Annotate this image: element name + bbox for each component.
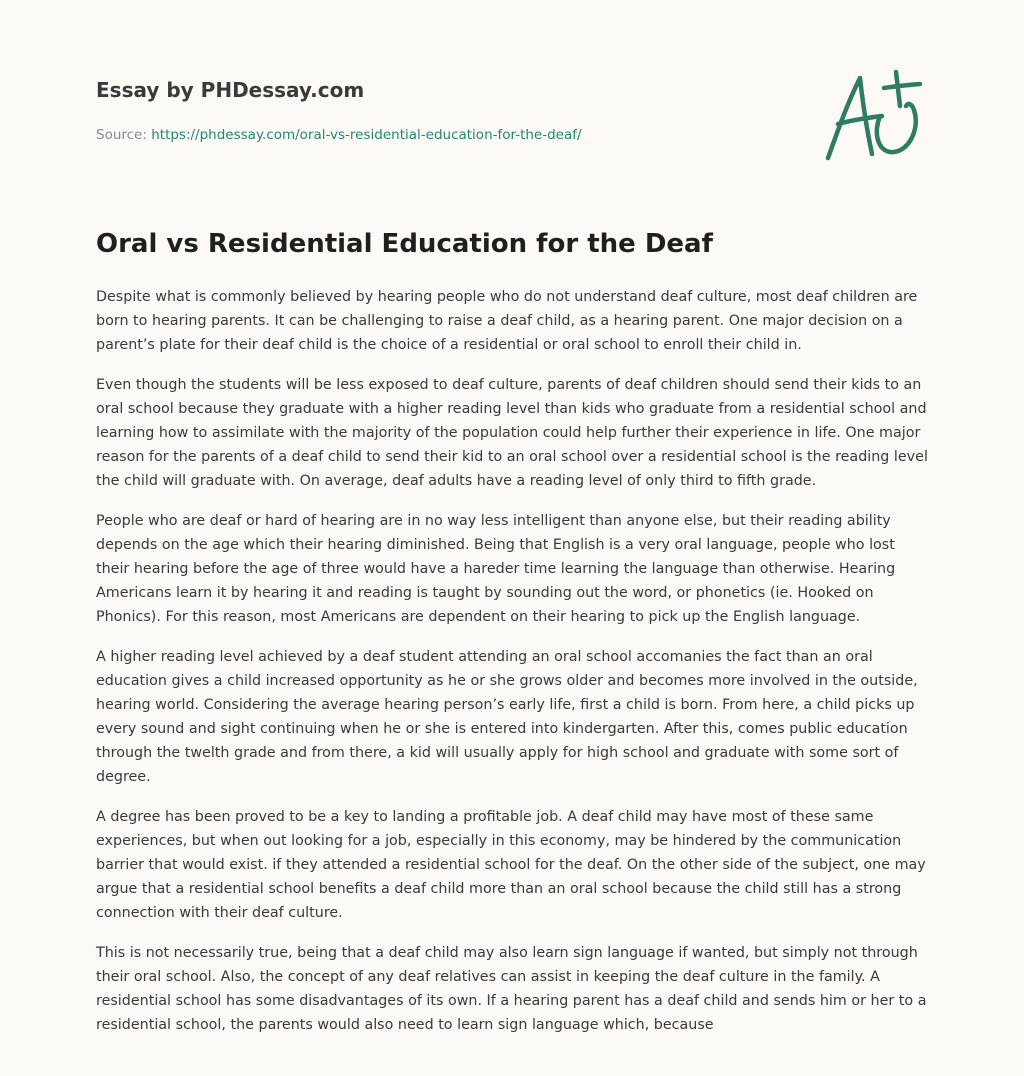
source-line: [96, 126, 736, 144]
essay-title: Oral vs Residential Education for the Deaf: [96, 229, 713, 259]
essay-paragraph: A degree has been proved to be a key to landing a profitable job. A deaf child may have most of these same experiences, but when out looking for a job, especially in this economy, may be hindered by the communication barrier that would exist. if they attended a residential school for the deaf. On the other side of the subject, one may argue that a residential school benefits a deaf child more than an oral school because the child still has a strong connection with their deaf culture.: [96, 809, 926, 921]
source-label: Source:: [96, 127, 147, 143]
site-title: Essay by PHDessay.com: [96, 78, 365, 102]
essay-body: [96, 285, 932, 1053]
essay-paragraph: This is not necessarily true, being that a deaf child may also learn sign language if wanted, but simply not through their oral school. Also, the concept of any deaf relatives can assist in keeping the deaf culture in the family. A residential school has some disadvantages of its own. If a hearing parent has a deaf child and sends him or her to a residential school, the parents would also need to learn sign language which, because: [96, 945, 927, 1033]
page-header: [96, 76, 736, 144]
essay-paragraph: Even though the students will be less exposed to deaf culture, parents of deaf children should send their kids to an oral school because they graduate with a higher reading level than kids who graduate from a residential school and learning how to assimilate with the majority of the population could help further their experience in life. One major reason for the parents of a deaf child to send their kid to an oral school over a residential school is the reading level the child will graduate with. On average, deaf adults have a reading level of only third to fifth grade.: [96, 377, 928, 489]
source-link[interactable]: https://phdessay.com/oral-vs-residential-education-for-the-deaf/: [151, 127, 582, 143]
essay-paragraph: A higher reading level achieved by a deaf student attending an oral school accomanies the fact than an oral education gives a child increased opportunity as he or she grows older and becomes more involved in the outside, hearing world. Considering the average hearing person’s early life, first a child is born. From here, a child picks up every sound and sight continuing when he or she is entered into kindergarten. After this, comes public education through the twelth grade and from there, a kid will usually apply for high school and graduate with some sort of degree.: [96, 649, 918, 785]
essay-paragraph: People who are deaf or hard of hearing are in no way less intelligent than anyone else, but their reading ability depends on the age which their hearing diminished. Being that English is a very oral language, people who lost their hearing before the age of three would have a hareder time learning the language than otherwise. Hearing Americans learn it by hearing it and reading is taught by sounding out the word, or phonetics (ie. Hooked on Phonics). For this reason, most Americans are dependent on their hearing to pick up the English language.: [96, 513, 896, 625]
a-plus-grade-icon: [822, 66, 932, 166]
essay-paragraph: Despite what is commonly believed by hearing people who do not understand deaf culture, most deaf children are born to hearing parents. It can be challenging to raise a deaf child, as a hearing parent. One major decision on a parent’s plate for their deaf child is the choice of a residential or oral school to enroll their child in.: [96, 289, 918, 353]
